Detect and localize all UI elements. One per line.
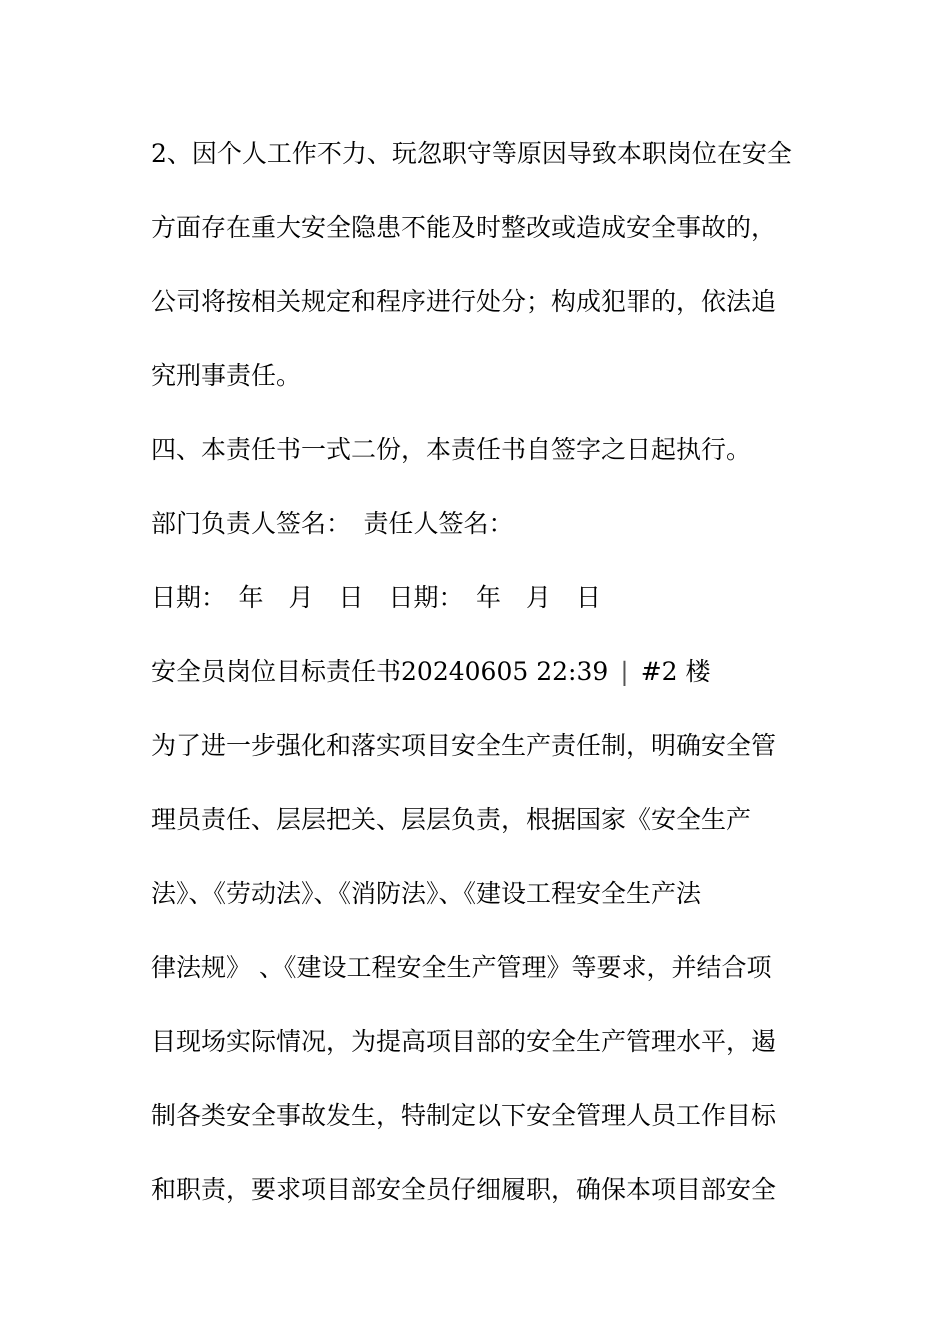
date-line: 日期： 年 月 日 日期： 年 月 日 — [151, 583, 602, 612]
text-line: 究刑事责任。 — [151, 361, 302, 390]
text-line: 为了进一步强化和落实项目安全生产责任制，明确安全管 — [151, 731, 777, 760]
header-separator: | — [620, 657, 629, 686]
text-line: 理员责任、层层把关、层层负责，根据国家《安全生产 — [151, 805, 752, 834]
text-line: 和职责，要求项目部安全员仔细履职，确保本项目部安全 — [151, 1175, 777, 1204]
text-line: 方面存在重大安全隐患不能及时整改或造成安全事故的， — [151, 213, 777, 242]
post-timestamp: 20240605 22:39 — [401, 657, 609, 686]
text-line: 律法规》 、《建设工程安全生产管理》等要求，并结合项 — [151, 953, 772, 982]
text-line: 四、本责任书一式二份，本责任书自签字之日起执行。 — [151, 435, 752, 464]
text-line: 目现场实际情况，为提高项目部的安全生产管理水平，遏 — [151, 1027, 777, 1056]
signature-line: 部门负责人签名： 责任人签名： — [151, 509, 514, 538]
text-line: 2、因个人工作不力、玩忽职守等原因导致本职岗位在安全 — [151, 139, 792, 168]
text-line: 制各类安全事故发生，特制定以下安全管理人员工作目标 — [151, 1101, 777, 1130]
post-floor-link[interactable]: #2 楼 — [640, 657, 711, 686]
text-line: 公司将按相关规定和程序进行处分；构成犯罪的，依法追 — [151, 287, 777, 316]
post-title: 安全员岗位目标责任书 — [151, 657, 402, 686]
text-line: 法》、《劳动法》、《消防法》、《建设工程安全生产法 — [151, 879, 702, 908]
post-header — [151, 654, 811, 690]
